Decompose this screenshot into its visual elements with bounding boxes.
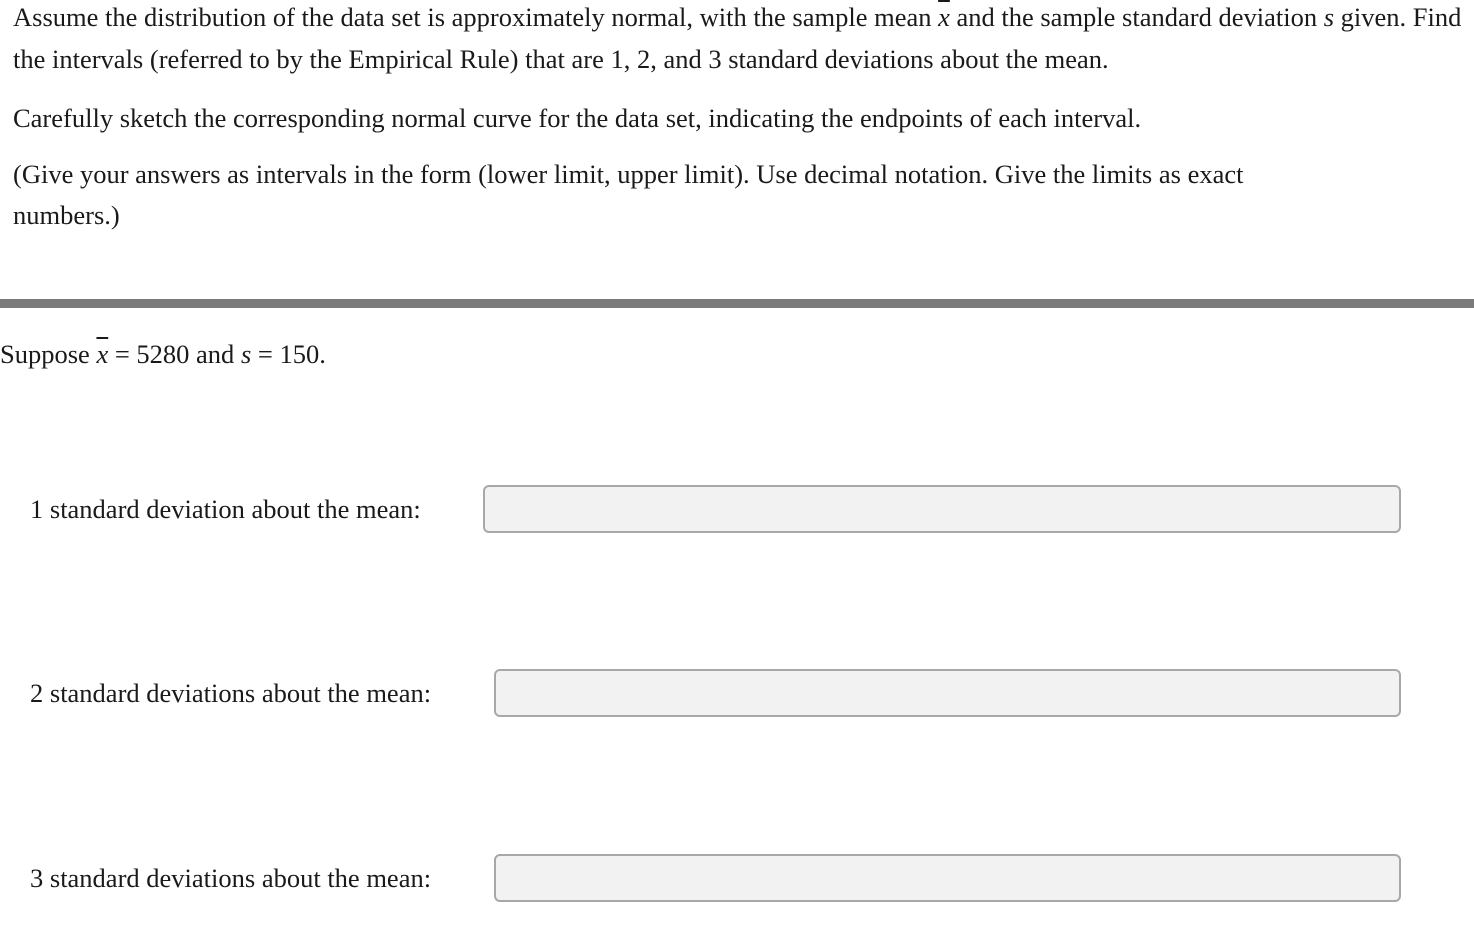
equals-sign: =: [257, 339, 273, 369]
instructions-text-2: and the sample standard deviation: [956, 2, 1318, 32]
instructions-paragraph: [13, 0, 1463, 80]
answer-input-1sd[interactable]: [483, 485, 1401, 533]
answer-input-2sd[interactable]: [494, 669, 1401, 717]
instructions-text-3: given. Find the intervals (referred to by the Empirical Rule) that are 1, 2, and 3 standard deviations about the mean.: [13, 2, 1462, 74]
question-label-1sd: 1 standard deviation about the mean:: [30, 494, 421, 524]
instructions-text-1: Assume the distribution of the data set is approximately normal, with the sample mean: [13, 2, 932, 32]
section-divider: [0, 299, 1474, 308]
given-values: [0, 333, 326, 375]
sd-symbol: s: [240, 339, 252, 369]
sketch-instruction: Carefully sketch the corresponding normal curve for the data set, indicating the endpoints of each interval.: [13, 103, 1142, 133]
question-label-2sd: 2 standard deviations about the mean:: [30, 678, 432, 708]
answer-input-3sd[interactable]: [494, 854, 1401, 902]
question-label-3sd: 3 standard deviations about the mean:: [30, 863, 432, 893]
answer-format-note: (Give your answers as intervals in the form (lower limit, upper limit). Use decimal notation. Give the limits as exact numbers.): [13, 159, 1244, 230]
given-prefix: Suppose: [0, 339, 90, 369]
sample-mean-symbol: $\overline{x}$: [938, 2, 950, 32]
sd-value: 150.: [279, 339, 326, 369]
conjunction-text: and: [196, 339, 235, 369]
equals-sign: =: [114, 339, 130, 369]
mean-symbol: $\overline{x}$: [96, 339, 109, 369]
mean-value: 5280: [136, 339, 190, 369]
sample-sd-symbol: s: [1323, 2, 1335, 32]
